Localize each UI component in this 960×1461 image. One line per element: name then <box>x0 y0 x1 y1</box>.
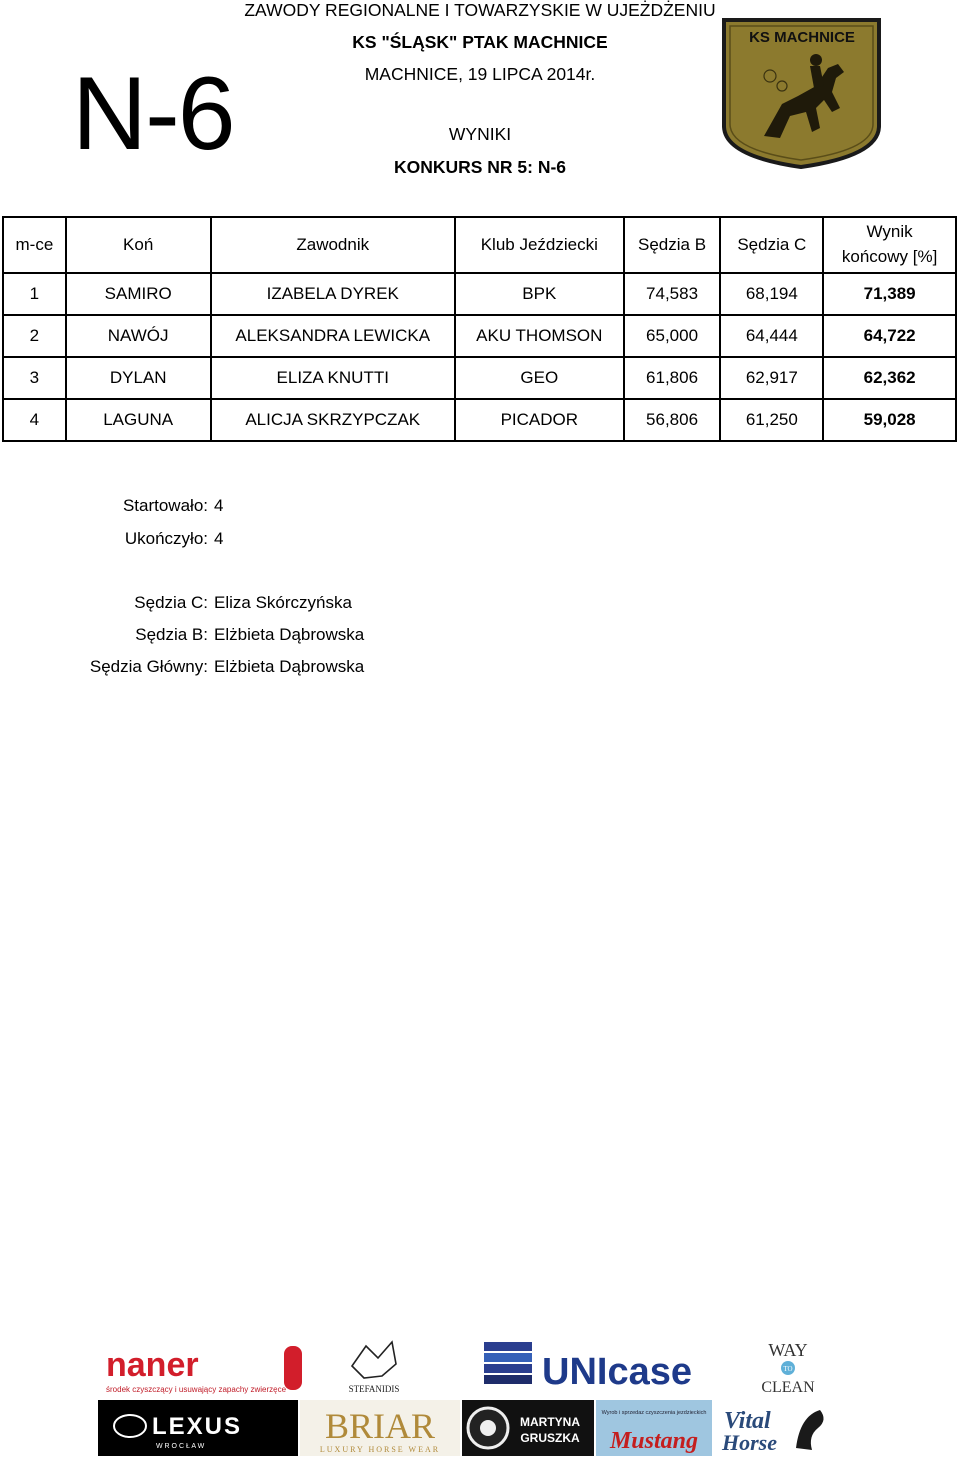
final-result-cell: 62,362 <box>823 357 956 399</box>
table-header-row <box>3 217 956 273</box>
vital-horse-logo <box>721 1408 824 1455</box>
svg-text:TO: TO <box>783 1365 793 1373</box>
rider-cell: IZABELA DYREK <box>211 273 455 315</box>
club-cell: AKU THOMSON <box>455 315 624 357</box>
judge-c-score-cell: 64,444 <box>720 315 823 357</box>
judge-b-name: Elżbieta Dąbrowska <box>214 625 365 644</box>
judge-b-label: Sędzia B: <box>135 625 208 644</box>
finished-value: 4 <box>214 529 224 548</box>
column-header-rider: Zawodnik <box>211 217 455 273</box>
judge-c-score-cell: 61,250 <box>720 399 823 441</box>
final-result-cell: 64,722 <box>823 315 956 357</box>
horse-cell: SAMIRO <box>66 273 211 315</box>
column-header-result-line2: końcowy [%] <box>841 247 938 266</box>
judge-c-name: Eliza Skórczyńska <box>214 593 352 612</box>
club-logo <box>720 16 883 169</box>
svg-text:UNIcase: UNIcase <box>542 1351 692 1393</box>
place-cell: 2 <box>3 315 66 357</box>
mustang-logo <box>596 1400 712 1456</box>
martyna-gruszka-logo <box>462 1400 594 1456</box>
column-header-result <box>823 217 956 273</box>
column-header-judge-b: Sędzia B <box>624 217 721 273</box>
sponsor-banner <box>96 1336 836 1458</box>
svg-text:Wyrob i sprzedaz czyszczenia j: Wyrob i sprzedaz czyszczenia jezdzieckich <box>601 1410 707 1416</box>
judge-b-score-cell: 65,000 <box>624 315 721 357</box>
svg-text:STEFANIDIS: STEFANIDIS <box>348 1384 400 1394</box>
table-row <box>3 399 956 441</box>
svg-text:BRIAR: BRIAR <box>324 1406 436 1446</box>
judge-c-label: Sędzia C: <box>134 593 208 612</box>
column-header-result-line1: Wynik <box>866 222 913 242</box>
svg-text:naner: naner <box>106 1346 199 1384</box>
svg-text:Vital: Vital <box>724 1408 771 1434</box>
svg-text:Mustang: Mustang <box>609 1428 699 1454</box>
place-cell: 1 <box>3 273 66 315</box>
unicase-logo <box>484 1342 692 1393</box>
table-row <box>3 357 956 399</box>
competition-code: N-6 <box>72 56 234 172</box>
event-title: ZAWODY REGIONALNE I TOWARZYSKIE W UJEŻDŻENIU <box>244 0 716 20</box>
svg-text:GRUSZKA: GRUSZKA <box>520 1431 580 1445</box>
started-value: 4 <box>214 496 224 515</box>
head-judge-name: Elżbieta Dąbrowska <box>214 657 365 676</box>
started-label: Startowało: <box>122 496 208 515</box>
judge-b-score-cell: 61,806 <box>624 357 721 399</box>
rider-cell: ALICJA SKRZYPCZAK <box>211 399 455 441</box>
organizer-name: KS "ŚLĄSK" PTAK MACHNICE <box>352 32 608 52</box>
svg-text:MARTYNA: MARTYNA <box>520 1415 580 1429</box>
lexus-logo <box>98 1400 298 1456</box>
place-cell: 4 <box>3 399 66 441</box>
final-result-cell: 59,028 <box>823 399 956 441</box>
svg-text:W R O C Ł A W: W R O C Ł A W <box>156 1443 205 1450</box>
column-header-horse: Koń <box>66 217 211 273</box>
horse-cell: NAWÓJ <box>66 315 211 357</box>
column-header-judge-c: Sędzia C <box>720 217 823 273</box>
judge-b-score-cell: 74,583 <box>624 273 721 315</box>
svg-text:środek czyszczący i usuwający: środek czyszczący i usuwający zapachy zwierzęce <box>106 1385 287 1394</box>
table-row <box>3 315 956 357</box>
head-judge-label: Sędzia Główny: <box>89 657 208 676</box>
svg-text:LEXUS: LEXUS <box>152 1413 243 1440</box>
naner-logo <box>106 1346 302 1394</box>
svg-text:WAY: WAY <box>768 1340 808 1360</box>
judge-b-score-cell: 56,806 <box>624 399 721 441</box>
club-logo-text: KS MACHNICE <box>749 29 855 46</box>
club-cell: PICADOR <box>455 399 624 441</box>
results-table <box>2 216 957 442</box>
way-to-clean-logo <box>761 1340 815 1396</box>
horse-cell: DYLAN <box>66 357 211 399</box>
club-cell: BPK <box>455 273 624 315</box>
place-cell: 3 <box>3 357 66 399</box>
rider-cell: ELIZA KNUTTI <box>211 357 455 399</box>
finished-label: Ukończyło: <box>124 529 208 548</box>
horse-cell: LAGUNA <box>66 399 211 441</box>
contest-title: KONKURS NR 5: N-6 <box>393 157 567 177</box>
column-header-place: m-ce <box>3 217 66 273</box>
svg-text:LUXURY HORSE WEAR: LUXURY HORSE WEAR <box>319 1445 441 1454</box>
club-cell: GEO <box>455 357 624 399</box>
svg-text:Horse: Horse <box>722 1430 777 1455</box>
judge-c-score-cell: 62,917 <box>720 357 823 399</box>
location-date: MACHNICE, 19 LIPCA 2014r. <box>364 64 596 84</box>
briar-logo <box>300 1400 460 1456</box>
stefanidis-logo <box>349 1342 400 1394</box>
judge-c-score-cell: 68,194 <box>720 273 823 315</box>
results-label: WYNIKI <box>448 124 512 144</box>
final-result-cell: 71,389 <box>823 273 956 315</box>
column-header-club: Klub Jeździecki <box>455 217 624 273</box>
table-row <box>3 273 956 315</box>
rider-cell: ALEKSANDRA LEWICKA <box>211 315 455 357</box>
svg-text:CLEAN: CLEAN <box>761 1379 815 1396</box>
